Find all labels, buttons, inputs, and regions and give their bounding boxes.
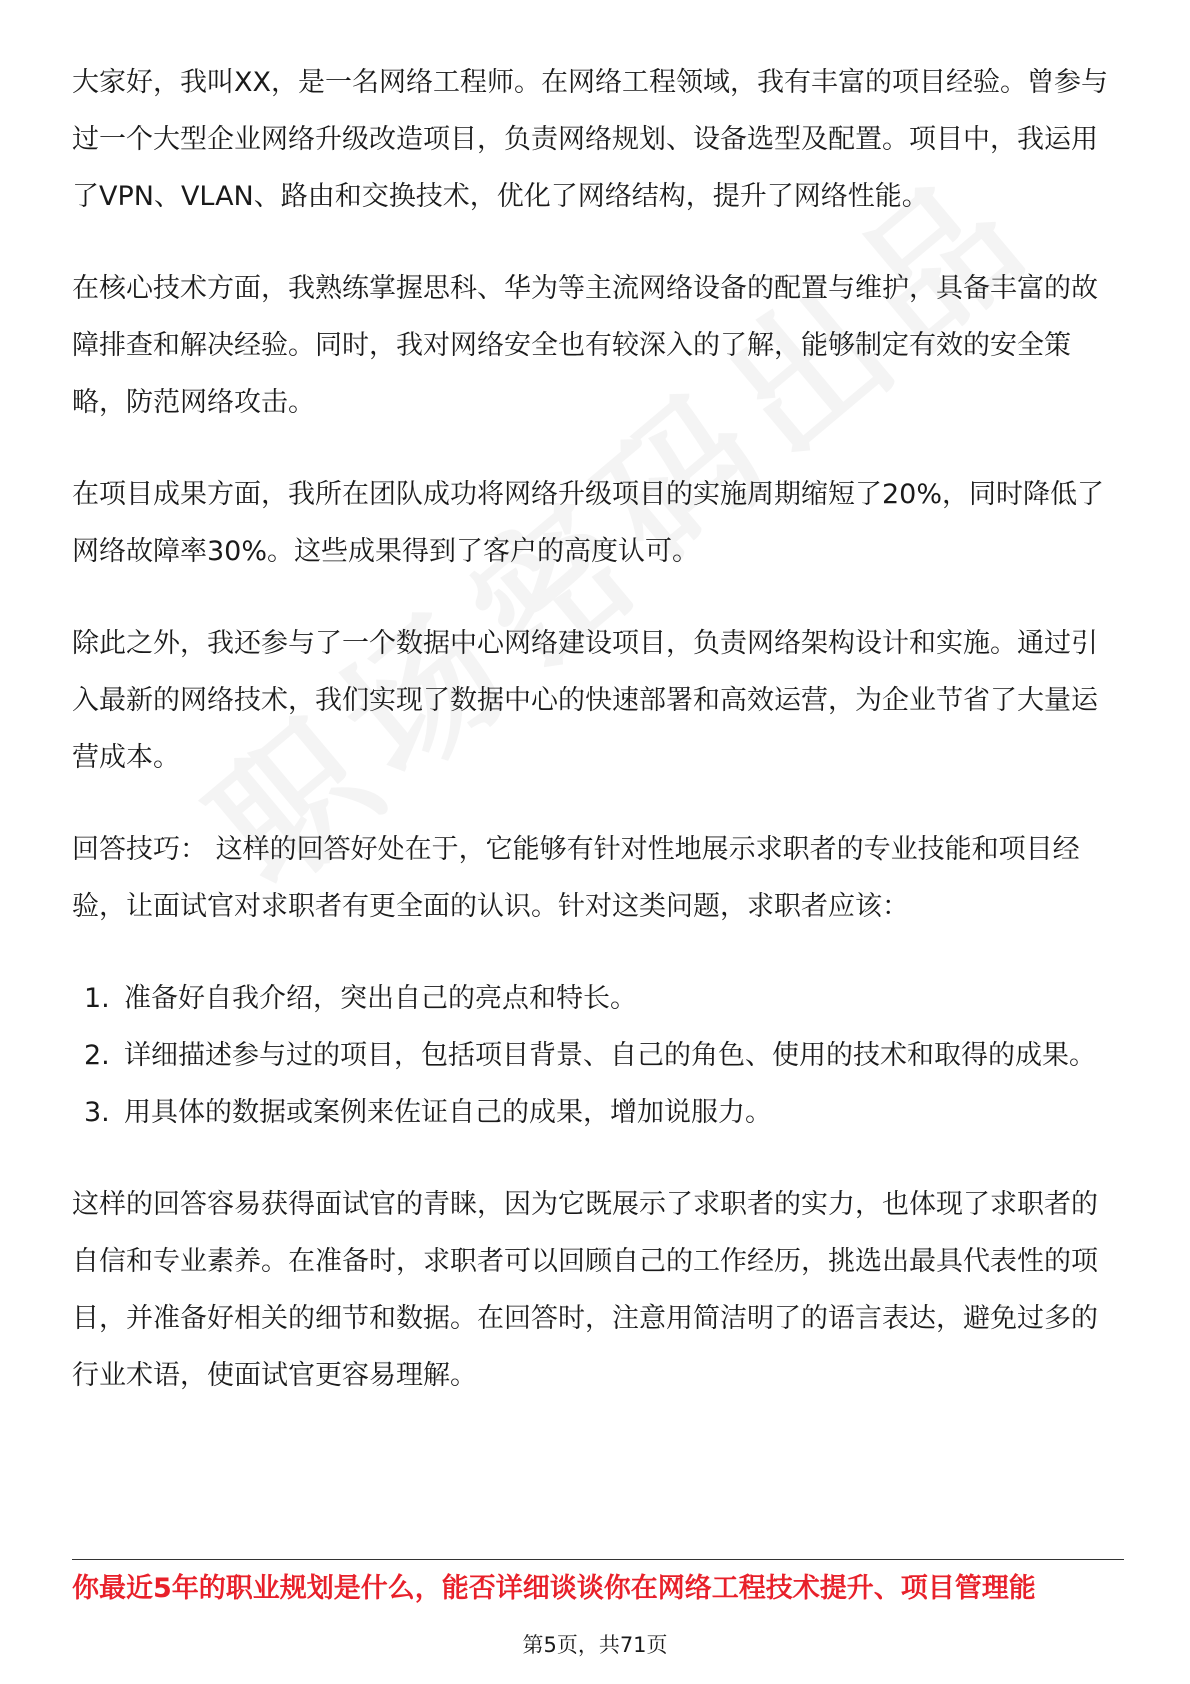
answer-body <box>72 54 1124 1439</box>
answer-paragraph-core-skills: 在核心技术方面，我熟练掌握思科、华为等主流网络设备的配置与维护，具备丰富的故障排查和解决经验。同时，我对网络安全也有较深入的了解，能够制定有效的安全策略，防范网络攻击。 <box>72 273 1098 418</box>
list-item <box>72 1027 1124 1084</box>
list-item <box>72 970 1124 1027</box>
list-number: 1. <box>84 983 110 1014</box>
section-divider <box>72 1559 1124 1560</box>
closing-paragraph: 这样的回答容易获得面试官的青睐，因为它既展示了求职者的实力，也体现了求职者的自信和专业素养。在准备时，求职者可以回顾自己的工作经历，挑选出最具代表性的项目，并准备好相关的细节和数据。在回答时，注意用简洁明了的语言表达，避免过多的行业术语，使面试官更容易理解。 <box>72 1189 1098 1391</box>
list-number: 2. <box>84 1040 110 1071</box>
list-text: 用具体的数据或案例来佐证自己的成果，增加说服力。 <box>124 1097 772 1128</box>
answer-paragraph-results: 在项目成果方面，我所在团队成功将网络升级项目的实施周期缩短了20%，同时降低了网络故障率30%。这些成果得到了客户的高度认可。 <box>72 479 1105 567</box>
page-footer: 第5页，共71页 <box>522 1633 668 1657</box>
answer-tips-intro: 回答技巧： 这样的回答好处在于，它能够有针对性地展示求职者的专业技能和项目经验，让面试官对求职者有更全面的认识。针对这类问题，求职者应该： <box>72 834 1080 922</box>
answer-paragraph-intro: 大家好，我叫XX，是一名网络工程师。在网络工程领域，我有丰富的项目经验。曾参与过一个大型企业网络升级改造项目，负责网络规划、设备选型及配置。项目中，我运用了VPN、VLAN、路由和交换技术，优化了网络结构，提升了网络性能。 <box>72 67 1108 212</box>
list-text: 详细描述参与过的项目，包括项目背景、自己的角色、使用的技术和取得的成果。 <box>124 1040 1096 1071</box>
tips-list <box>72 970 1124 1141</box>
list-text: 准备好自我介绍，突出自己的亮点和特长。 <box>124 983 637 1014</box>
next-question-heading: 你最近5年的职业规划是什么，能否详细谈谈你在网络工程技术提升、项目管理能 <box>72 1573 1036 1604</box>
list-item <box>72 1084 1124 1141</box>
list-number: 3. <box>84 1097 110 1128</box>
answer-paragraph-datacenter: 除此之外，我还参与了一个数据中心网络建设项目，负责网络架构设计和实施。通过引入最新的网络技术，我们实现了数据中心的快速部署和高效运营，为企业节省了大量运营成本。 <box>72 628 1098 773</box>
